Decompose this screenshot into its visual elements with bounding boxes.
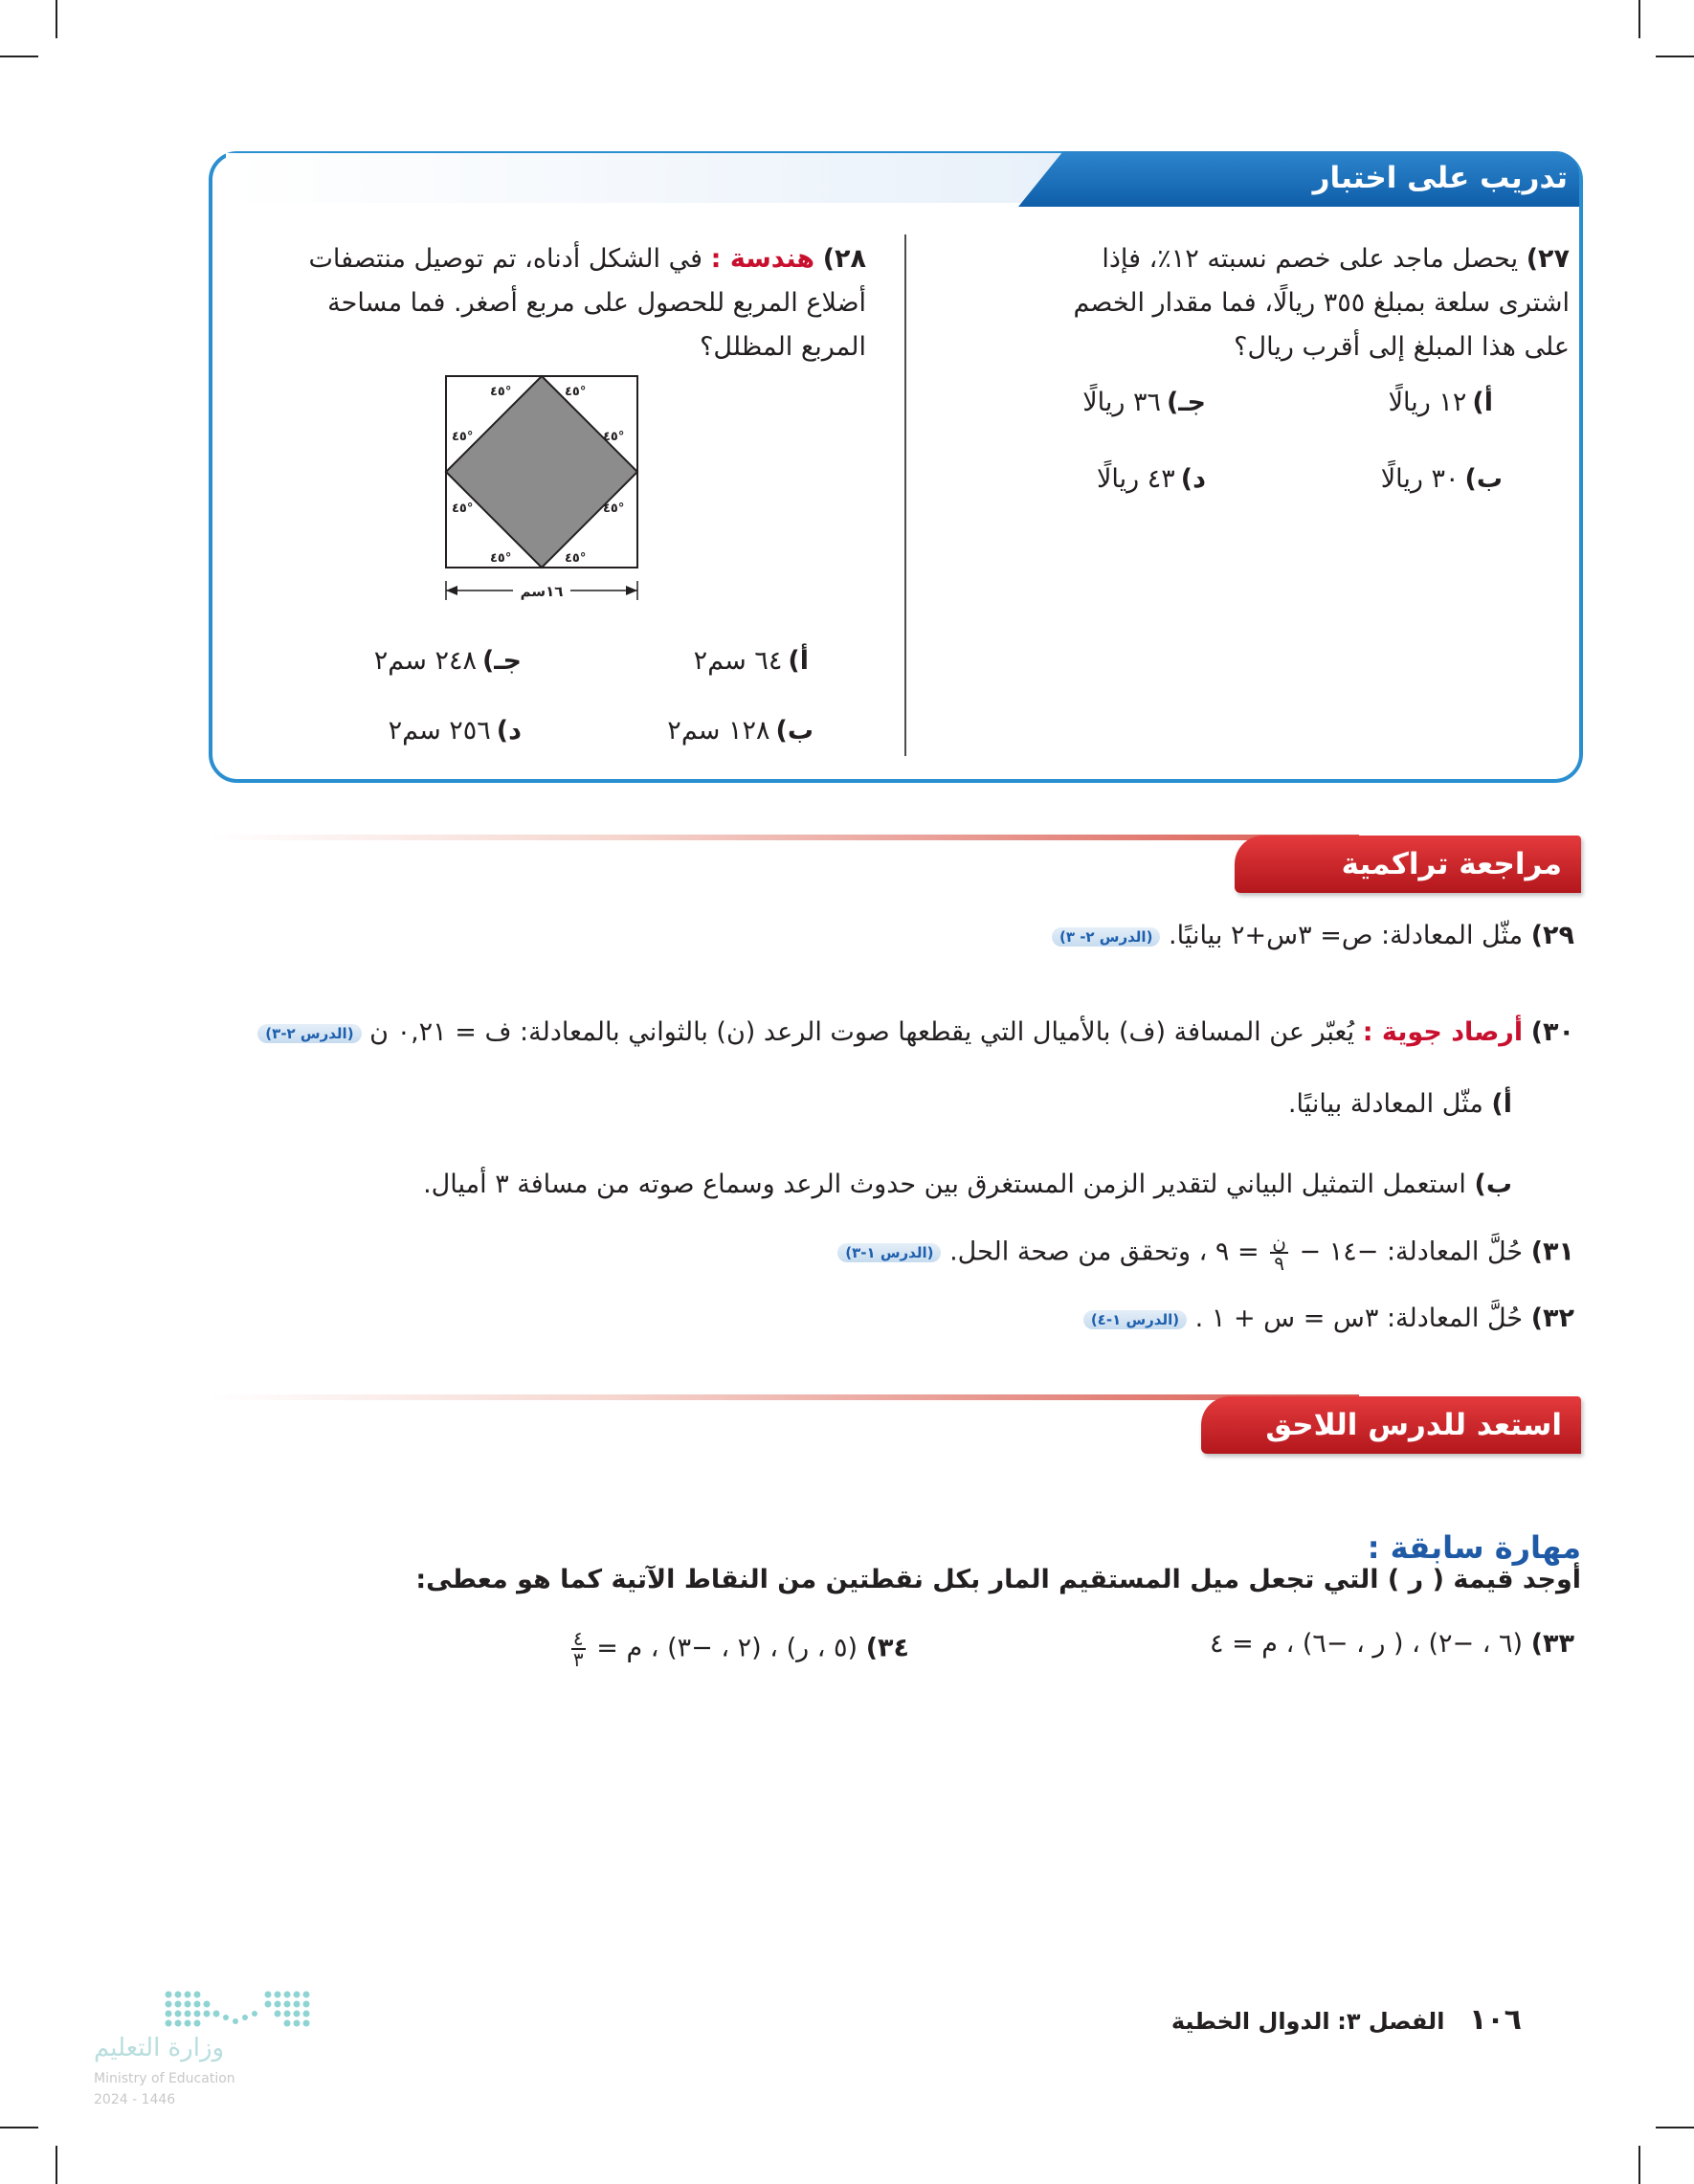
question-topic: هندسة :	[710, 244, 815, 274]
q27-option-b[interactable]	[1381, 464, 1503, 494]
crop-mark	[0, 56, 38, 57]
lesson-reference: (الدرس ١-٣)	[837, 1243, 941, 1262]
q28-option-d[interactable]	[389, 716, 522, 746]
question-text: حُلَّ المعادلة: ٣س = س + ١ .	[1194, 1304, 1524, 1333]
question-text-before: حُلَّ المعادلة: −١٤ −	[1299, 1237, 1524, 1267]
lesson-reference: (الدرس ٢-٣)	[257, 1024, 361, 1043]
angle-label: ٤٥°	[490, 385, 512, 399]
q27-option-d[interactable]	[1097, 464, 1206, 494]
section-rule	[211, 835, 1359, 840]
part-label: ب)	[1474, 1170, 1512, 1199]
question-topic: أرصاد جوية :	[1362, 1017, 1524, 1047]
question-text: مثّل المعادلة: ص= ٣س+٢ بيانيًا.	[1169, 921, 1524, 950]
question-text: (٦ ، −٢) ، ( ر ، −٦) ، م = ٤	[1209, 1629, 1524, 1659]
angle-label: ٤٥°	[452, 501, 474, 516]
fraction-numerator: ٤	[572, 1627, 584, 1650]
question-text: (٥ ، ر) ، (٢ ، −٣) ، م =	[596, 1633, 858, 1663]
ministry-logo-icon	[163, 1989, 316, 2031]
arrow-left-icon	[446, 586, 457, 595]
fraction	[571, 1629, 586, 1669]
option-label: د)	[1180, 464, 1206, 494]
question-number: ٣١)	[1530, 1237, 1574, 1267]
option-label: جـ)	[1166, 388, 1206, 417]
question-text: يُعبّر عن المسافة (ف) بالأميال التي يقطعها صوت الرعد (ن) بالثواني بالمعادلة: ف = ٠,٢١ ن	[369, 1017, 1355, 1047]
part-text: استعمل التمثيل البياني لتقدير الزمن المستغرق بين حدوث الرعد وسماع صوته من مسافة ٣ أميال.	[423, 1170, 1466, 1199]
option-label: جـ)	[481, 646, 522, 676]
option-label: ب)	[1464, 464, 1503, 494]
option-label: ب)	[775, 716, 814, 746]
angle-label: ٤٥°	[603, 501, 625, 516]
lesson-reference: (الدرس ٢- ٣)	[1052, 927, 1160, 947]
question-33	[1210, 1629, 1574, 1659]
option-value: ٢٥٦ سم٢	[388, 716, 491, 746]
crop-mark	[56, 0, 57, 38]
ministry-name-ar: وزارة التعليم	[94, 2034, 225, 2062]
fraction-denominator: ٩	[1274, 1252, 1284, 1275]
question-number: ٣٤)	[865, 1633, 909, 1663]
part-text: مثّل المعادلة بيانيًا.	[1287, 1089, 1483, 1119]
skill-instruction	[415, 1565, 1581, 1594]
section-rule	[211, 1394, 1359, 1400]
question-number: ٢٩)	[1530, 921, 1574, 950]
option-value: ١٢٨ سم٢	[667, 716, 770, 746]
question-number: ٣٠)	[1530, 1017, 1574, 1047]
q27-option-a[interactable]	[1389, 388, 1493, 417]
angle-label: ٤٥°	[565, 551, 587, 566]
chapter-label: الفصل ٣:	[1337, 2008, 1445, 2035]
page-footer	[1171, 2003, 1522, 2037]
question-32	[1083, 1304, 1574, 1333]
question-31	[837, 1233, 1574, 1273]
instruction-text: أوجد قيمة ( ر ) التي تجعل ميل المستقيم المار بكل نقطتين من النقاط الآتية كما هو معطى:	[415, 1565, 1581, 1594]
option-value: ١٢ ريالًا	[1388, 388, 1467, 417]
question-28	[301, 237, 866, 369]
column-divider	[904, 234, 906, 756]
question-text: يحصل ماجد على خصم نسبته ١٢٪، فإذا اشترى سلعة بمبلغ ٣٥٥ ريالًا، فما مقدار الخصم على هذا المبلغ إلى أقرب ريال؟	[1073, 244, 1570, 362]
question-30-part-a	[1288, 1089, 1512, 1119]
question-number: ٣٢)	[1530, 1304, 1574, 1333]
edition-year: 2024 - 1446	[94, 2092, 176, 2107]
option-value: ٤٣ ريالًا	[1097, 464, 1175, 494]
side-length-label: ١٦سم	[520, 583, 564, 600]
crop-mark	[1638, 2146, 1640, 2184]
crop-mark	[1656, 56, 1694, 57]
test-practice-title: تدريب على اختبار	[1312, 161, 1568, 195]
question-text: في الشكل أدناه، تم توصيل منتصفات أضلاع المربع للحصول على مربع أصغر. فما مساحة المربع المظلل؟	[308, 244, 866, 362]
page-number: ١٠٦	[1469, 2003, 1522, 2037]
option-label: أ)	[1472, 388, 1493, 417]
cumulative-review-title: مراجعة تراكمية	[1341, 847, 1562, 881]
option-value: ٣٦ ريالًا	[1082, 388, 1161, 417]
angle-label: ٤٥°	[565, 385, 587, 399]
fraction-numerator: ن	[1272, 1231, 1286, 1254]
fraction-denominator: ٣	[572, 1648, 584, 1671]
question-27	[1053, 237, 1570, 369]
question-30	[257, 1017, 1574, 1047]
option-value: ٦٤ سم٢	[693, 646, 783, 676]
crop-mark	[1638, 0, 1640, 38]
question-text-after: = ٩ ، وتحقق من صحة الحل.	[949, 1237, 1259, 1267]
question-number: ٢٨)	[822, 244, 866, 274]
prior-skill-heading	[1368, 1529, 1581, 1566]
arrow-right-icon	[626, 586, 637, 595]
angle-label: ٤٥°	[490, 551, 512, 566]
crop-mark	[0, 2127, 38, 2128]
crop-mark	[56, 2146, 57, 2184]
q28-option-c[interactable]	[374, 646, 522, 676]
question-29	[1052, 921, 1574, 950]
q28-option-a[interactable]	[694, 646, 809, 676]
q28-option-b[interactable]	[667, 716, 814, 746]
question-30-part-b	[423, 1170, 1512, 1199]
lesson-reference: (الدرس ١-٤)	[1083, 1310, 1187, 1329]
skill-title: مهارة سابقة :	[1367, 1529, 1581, 1566]
chapter-title: الدوال الخطية	[1170, 2008, 1330, 2035]
option-value: ٢٤٨ سم٢	[373, 646, 477, 676]
option-value: ٣٠ ريالًا	[1380, 464, 1460, 494]
q27-option-c[interactable]	[1082, 388, 1206, 417]
crop-mark	[1656, 2127, 1694, 2128]
square-figure	[421, 368, 651, 608]
question-34	[568, 1629, 909, 1669]
angle-label: ٤٥°	[603, 430, 625, 444]
question-number: ٣٣)	[1530, 1629, 1574, 1659]
ministry-name-en: Ministry of Education	[94, 2071, 235, 2086]
next-lesson-title: استعد للدرس اللاحق	[1265, 1408, 1562, 1442]
angle-label: ٤٥°	[452, 430, 474, 444]
option-label: أ)	[788, 646, 809, 676]
part-label: أ)	[1491, 1089, 1512, 1119]
option-label: د)	[496, 716, 522, 746]
fraction	[1270, 1233, 1288, 1273]
question-number: ٢٧)	[1526, 244, 1570, 274]
